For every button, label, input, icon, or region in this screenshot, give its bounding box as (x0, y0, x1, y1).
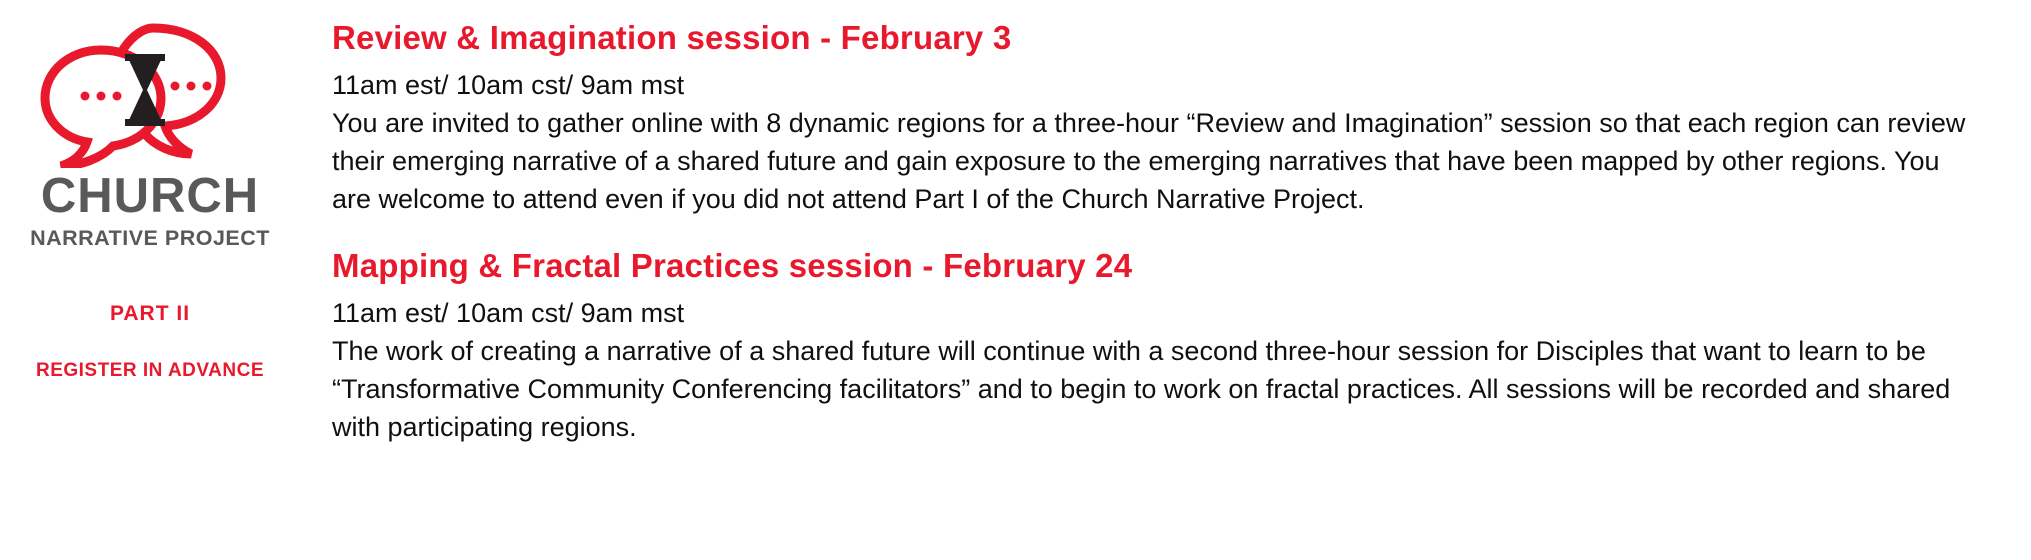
brand-column (0, 0, 300, 560)
session-time: 11am est/ 10am cst/ 9am mst (332, 70, 685, 100)
logo-wordmark-secondary: NARRATIVE PROJECT (30, 226, 270, 250)
session-title: Mapping & Fractal Practices session - February 24 (332, 247, 1133, 284)
session-description: You are invited to gather online with 8 dynamic regions for a three-hour “Review and Imagination” session so that each region can review their emerging narrative of a shared future and gain exposure to the emerging narratives that have been mapped by other regions. You are welcome to attend even if you did not attend Part I of the Church Narrative Project. (332, 108, 1966, 214)
logo-wordmark-primary: CHURCH (40, 169, 260, 223)
session-description: The work of creating a narrative of a shared future will continue with a second three-hour session for Disciples that want to learn to be “Transformative Community Conferencing facilitators” and to begin to work on fractal practices. All sessions will be recorded and shared with participating regions. (332, 336, 1951, 442)
sessions-content (332, 18, 1992, 474)
speech-bubbles-hourglass-logo-icon (25, 8, 275, 168)
session-time: 11am est/ 10am cst/ 9am mst (332, 298, 685, 328)
session-title: Review & Imagination session - February 3 (332, 19, 1012, 56)
logo-container (25, 8, 275, 168)
register-in-advance-label[interactable]: REGISTER IN ADVANCE (35, 360, 265, 381)
session-block (332, 246, 1992, 446)
part-label: PART II (109, 302, 191, 325)
session-block (332, 18, 1992, 218)
